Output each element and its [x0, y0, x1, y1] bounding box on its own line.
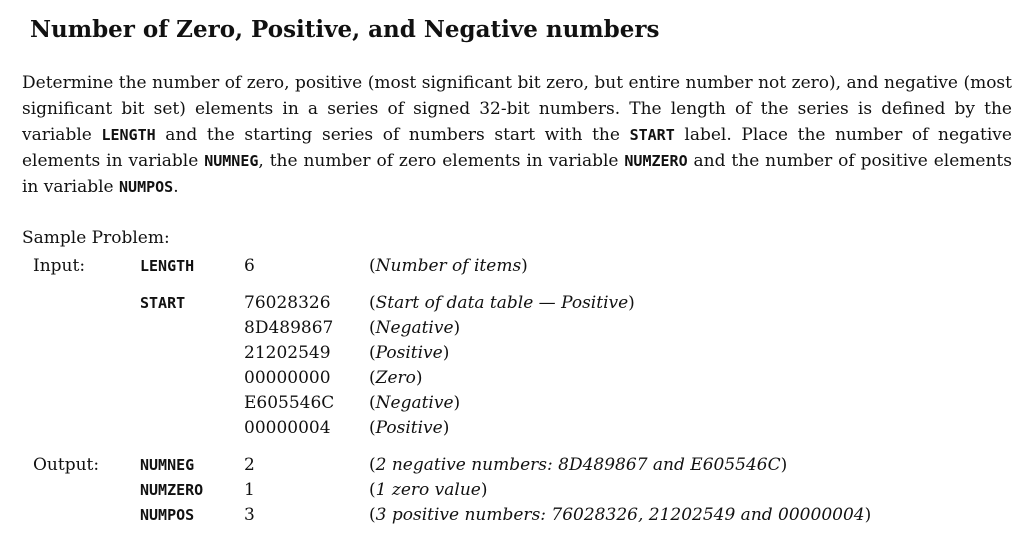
sample-variable: LENGTH [140, 257, 195, 275]
sample-variable: START [140, 294, 186, 312]
sample-section-label: Input: [33, 256, 86, 276]
sample-row [0, 366, 1024, 390]
sample-comment: (Start of data table — Positive) [369, 293, 635, 313]
sample-variable: NUMPOS [140, 506, 195, 524]
sample-value: 00000004 [244, 418, 331, 438]
sample-comment: (3 positive numbers: 76028326, 21202549 and 00000004) [369, 505, 872, 525]
sample-comment: (1 zero value) [369, 480, 488, 500]
sample-comment-text: Positive [375, 418, 443, 438]
sample-row [0, 503, 1024, 527]
document-title: Number of Zero, Positive, and Negative numbers [30, 16, 660, 43]
sample-row [0, 416, 1024, 440]
sample-comment: (Number of items) [369, 256, 528, 276]
sample-comment: (Positive) [369, 343, 450, 363]
paragraph-text: label. Place the number of negative elements in variable [22, 125, 1012, 171]
sample-comment-text: Negative [375, 393, 454, 413]
paragraph-text: . [173, 177, 179, 197]
sample-value: E605546C [244, 393, 335, 413]
sample-row [0, 316, 1024, 340]
problem-description [22, 70, 1012, 200]
paragraph-text: and the number of positive elements in variable [22, 151, 1012, 197]
sample-row [0, 341, 1024, 365]
code-identifier: NUMZERO [624, 152, 688, 170]
sample-comment: (2 negative numbers: 8D489867 and E605546C) [369, 455, 788, 475]
sample-row [0, 478, 1024, 502]
code-identifier: LENGTH [101, 126, 156, 144]
sample-comment: (Negative) [369, 393, 461, 413]
sample-comment-text: Negative [375, 318, 454, 338]
sample-comment-text: Positive [375, 343, 443, 363]
sample-variable: NUMZERO [140, 481, 204, 499]
sample-value: 3 [244, 505, 255, 525]
sample-comment: (Negative) [369, 318, 461, 338]
paragraph-text: and the starting series of numbers start with the [155, 125, 630, 145]
sample-row [0, 391, 1024, 415]
sample-value: 21202549 [244, 343, 331, 363]
sample-comment-text: Zero [375, 368, 416, 388]
sample-problem-label: Sample Problem: [22, 228, 170, 248]
code-identifier: START [629, 126, 675, 144]
paragraph-text: , the number of zero elements in variable [258, 151, 625, 171]
sample-value: 1 [244, 480, 255, 500]
sample-comment-text: 1 zero value [375, 480, 481, 500]
code-identifier: NUMNEG [204, 152, 259, 170]
sample-row [0, 254, 1024, 278]
paragraph-text: Determine the number of zero, positive (most significant bit zero, but entire number not zero), and negative (most significant bit set) elements in a series of signed 32-bit numbers. The length of the series is defined by the variable [22, 73, 1012, 145]
sample-value: 00000000 [244, 368, 331, 388]
sample-value: 8D489867 [244, 318, 334, 338]
sample-comment-text: 3 positive numbers: 76028326, 21202549 and 00000004 [375, 505, 865, 525]
code-identifier: NUMPOS [119, 178, 174, 196]
sample-row [0, 453, 1024, 477]
sample-comment-text: Number of items [375, 256, 522, 276]
sample-value: 6 [244, 256, 255, 276]
sample-comment-text: 2 negative numbers: 8D489867 and E605546C [375, 455, 781, 475]
sample-comment: (Positive) [369, 418, 450, 438]
sample-comment: (Zero) [369, 368, 423, 388]
sample-comment-text: Start of data table — Positive [375, 293, 629, 313]
sample-section-label: Output: [33, 455, 100, 475]
sample-row [0, 291, 1024, 315]
sample-variable: NUMNEG [140, 456, 195, 474]
sample-value: 2 [244, 455, 255, 475]
sample-value: 76028326 [244, 293, 331, 313]
